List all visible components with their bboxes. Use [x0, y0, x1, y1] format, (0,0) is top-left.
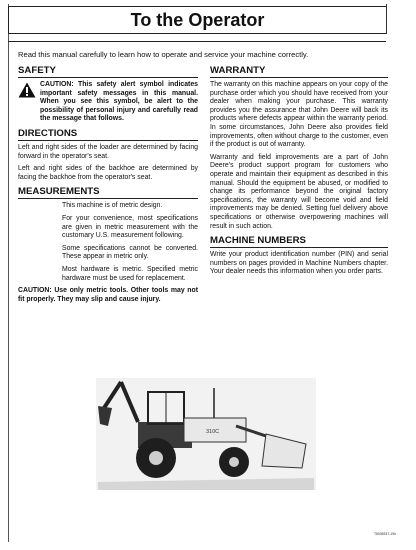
right-column [210, 65, 388, 281]
warranty-section [210, 65, 388, 231]
measurements-hardware-text: Most hardware is metric. Specified metric hardware must be used for replacement. [62, 265, 198, 282]
left-column [18, 65, 198, 308]
backhoe-loader-illustration [96, 378, 316, 490]
safety-caution-text: CAUTION: This safety alert symbol indicates important safety messages in this manual. When you see this symbol, be alert to the possibility of personal injury and carefully read the message that follows. [40, 81, 198, 123]
intro-text: Read this manual carefully to learn how to operate and service your machine correctly. [18, 50, 309, 59]
measurements-convenience-text: For your convenience, most specifications are given in metric measurement with the customary U.S. measurement following. [62, 214, 198, 240]
machine-numbers-text: Write your product identification number (PIN) and serial numbers on pages provided in Machine Numbers chapter. Your dealer needs this information when you order parts. [210, 251, 388, 276]
title-divider [8, 41, 386, 42]
page-title: To the Operator [8, 6, 387, 34]
warranty-field-improvements-text: Warranty and field improvements are a part of John Deere's product support program for customers who operate and maintain their equipment as described in this manual. Should the equipment be abused, or modified to change its performance beyond the original factory specifications, the warranty will become void and field improvements may be denied. Setting fuel delivery above specifications or otherwise overpowering machines will result in such action. [210, 153, 388, 230]
directions-loader-text: Left and right sides of the loader are determined by facing forward in the operator's seat. [18, 143, 198, 160]
warranty-purchase-text: The warranty on this machine appears on your copy of the purchase order which you should have received from your dealer when making your purchase. This warranty provides you the assurance that John Deere will back its products where defects appear within the warranty period. In some circumstances, John Deere also provides field improvements, often without charge to the customer, even if the product is out of warranty. [210, 81, 388, 149]
measurements-metric-text: This machine is of metric design. [62, 202, 163, 210]
page-code: T8008337-19h [373, 532, 396, 536]
measurements-heading: MEASUREMENTS [18, 186, 198, 199]
directions-heading: DIRECTIONS [18, 128, 198, 141]
directions-backhoe-text: Left and right sides of the backhoe are determined by facing the backhoe from the operator's seat. [18, 165, 198, 181]
machine-numbers-heading: MACHINE NUMBERS [210, 235, 388, 248]
safety-section [18, 65, 198, 124]
measurements-metric-only-text: Some specifications cannot be converted. These appear in metric only. [62, 244, 198, 261]
safety-heading: SAFETY [18, 65, 198, 78]
measurements-caution-text: CAUTION: Use only metric tools. Other tools may not fit properly. They may slip and cause injury. [18, 287, 198, 303]
safety-alert-icon [18, 82, 36, 98]
machine-model-decal: 310C [206, 429, 220, 435]
measurements-section [18, 186, 198, 304]
safety-caution [18, 81, 198, 124]
title-side-rule [386, 4, 387, 34]
warranty-heading: WARRANTY [210, 65, 388, 78]
machine-numbers-section [210, 235, 388, 277]
directions-section [18, 128, 198, 182]
